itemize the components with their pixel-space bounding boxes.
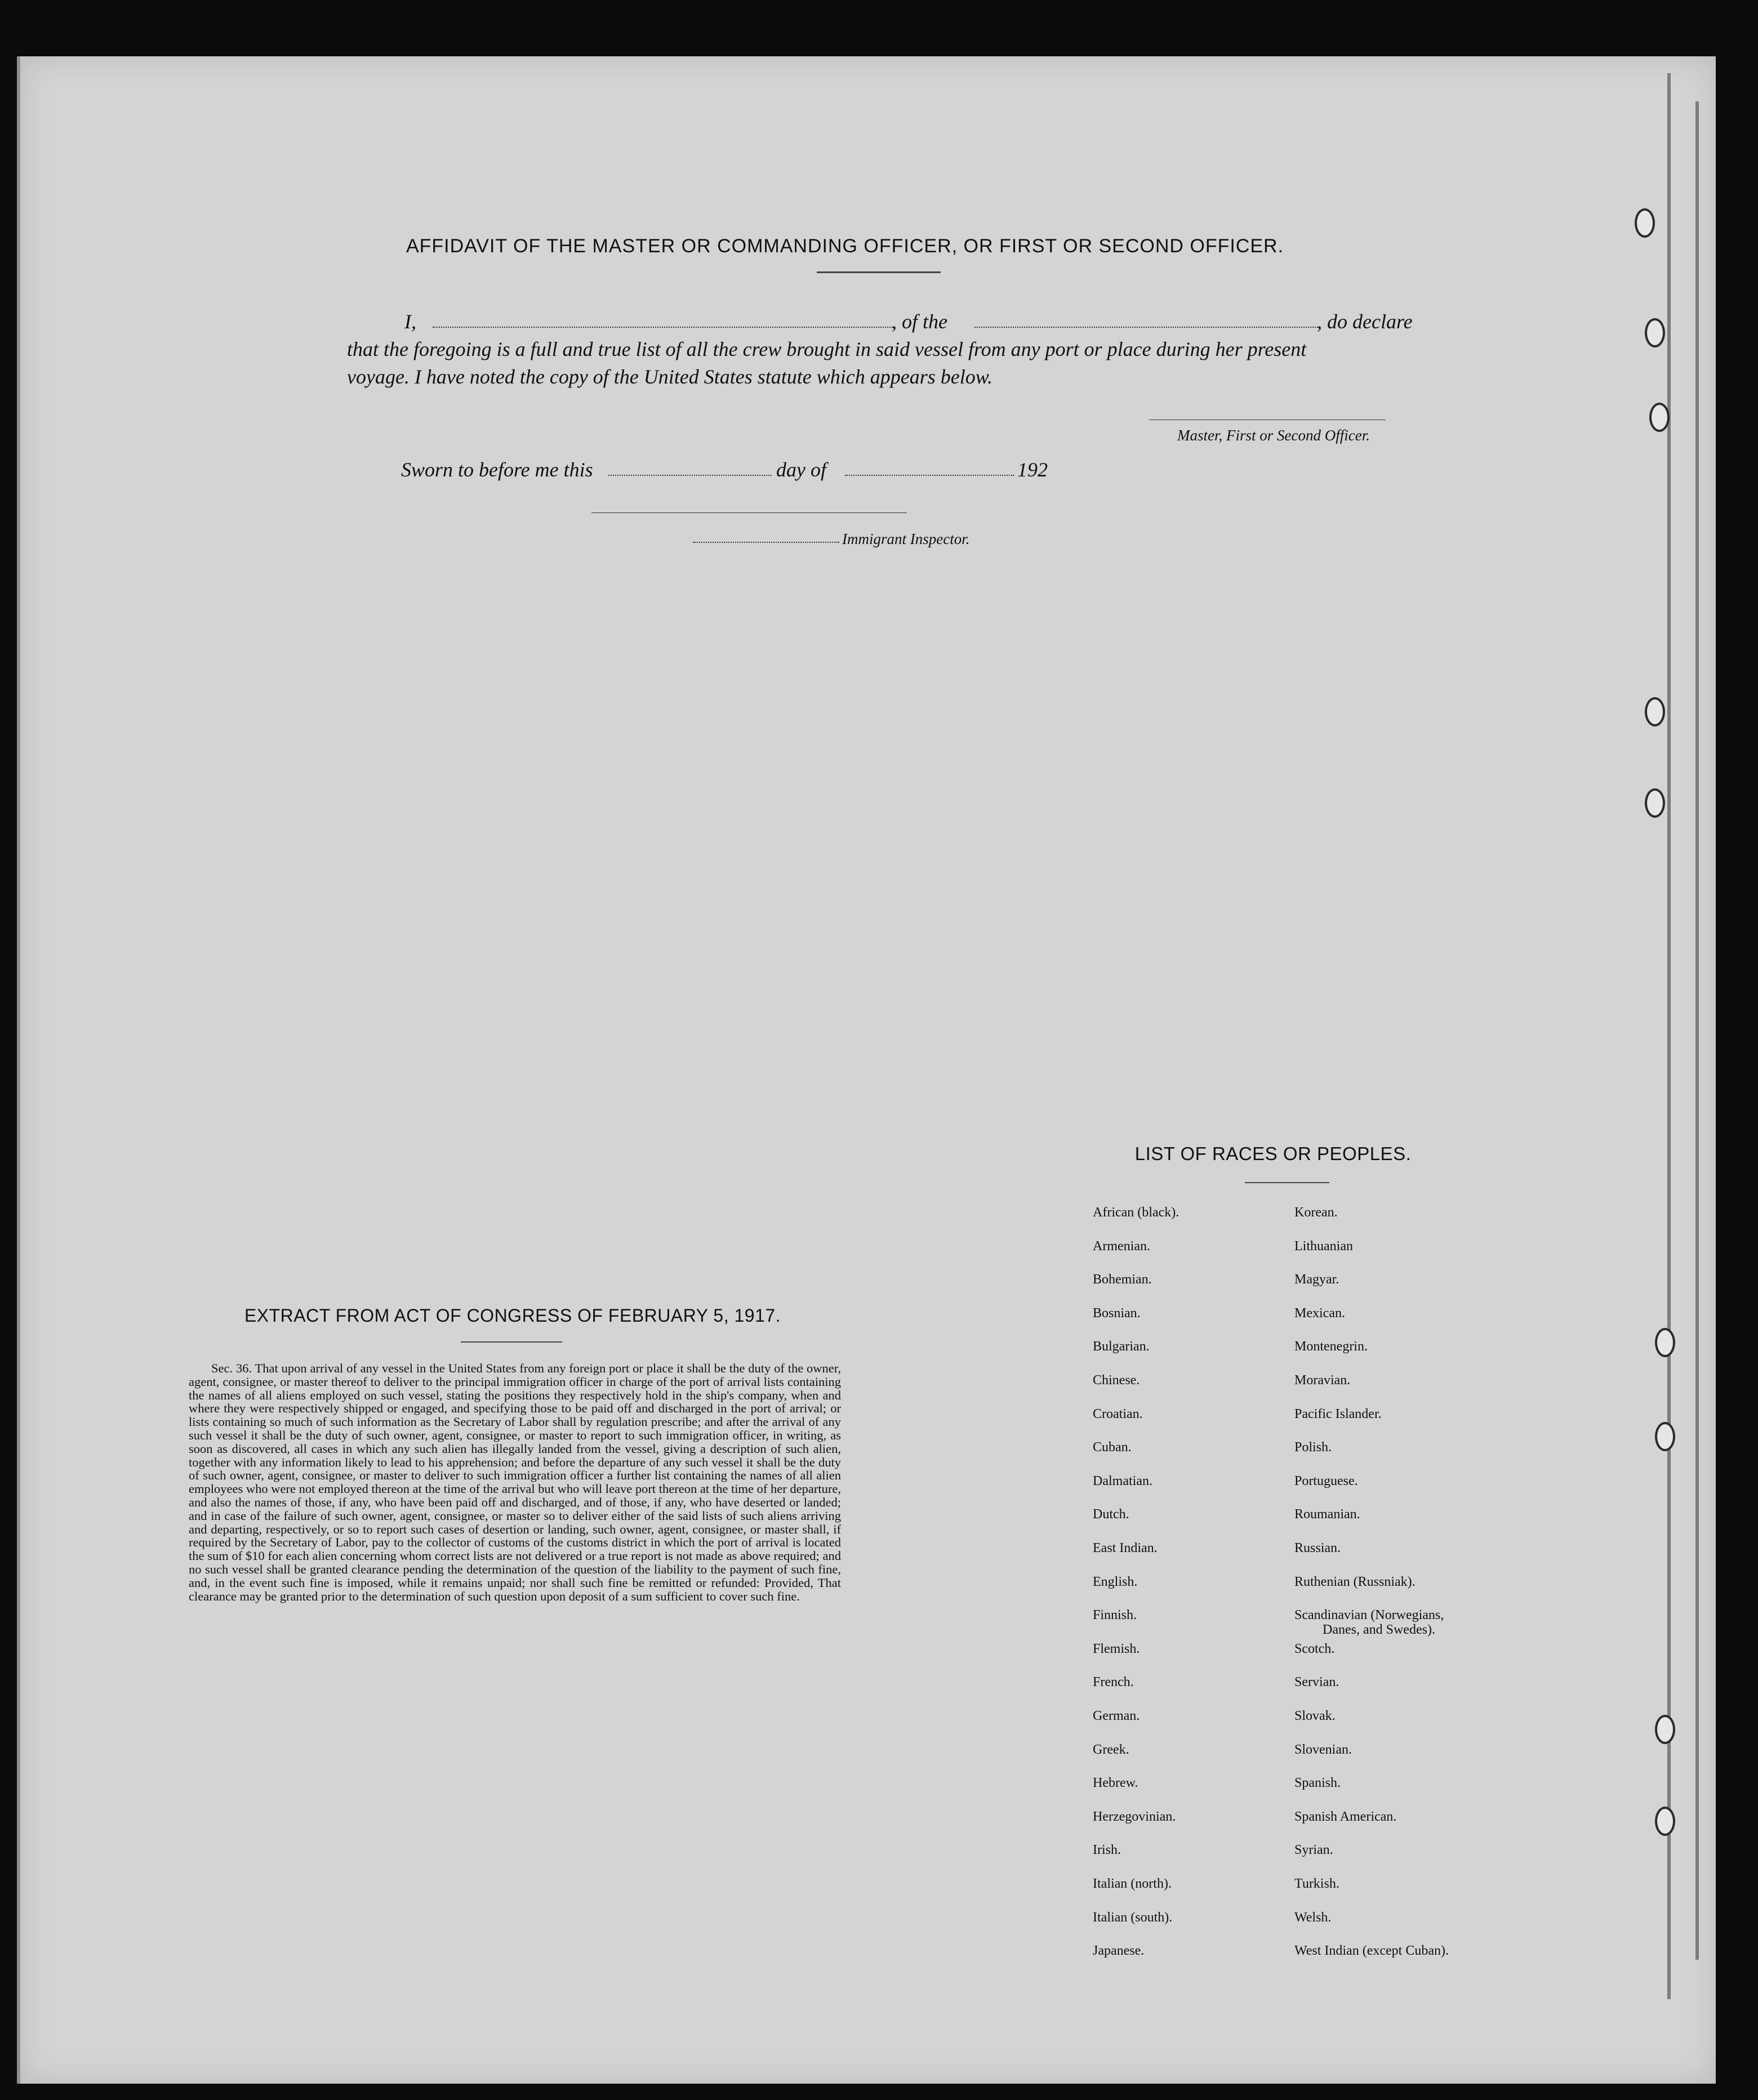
race-item: French. — [1093, 1675, 1134, 1690]
race-item: Scandinavian (Norwegians, — [1294, 1608, 1444, 1623]
race-item: Scotch. — [1294, 1641, 1335, 1656]
race-item: Slovak. — [1294, 1709, 1336, 1723]
binder-hole — [1635, 208, 1655, 238]
race-item: Ruthenian (Russniak). — [1294, 1574, 1416, 1589]
title-divider — [817, 271, 941, 273]
master-caption: Master, First or Second Officer. — [1177, 427, 1370, 444]
race-item: Magyar. — [1294, 1272, 1339, 1287]
extract-section-36: Sec. 36. That upon arrival of any vessel in the United States from any foreign port or place it shall be the duty of the owner, agent, consignee, or master thereof to deliver to the principal immigration officer in charge of the port of arrival lists containing the names of all aliens employed on such vessel, stating the positions they respectively hold in the ship's company, when and where they were respectively shipped or engaged, and specifying those to be paid off and discharged in the port of arrival; or lists containing so much of such information as the Secretary of Labor shall by regulation prescribe; and after the arrival of any such vessel it shall be the duty of such owner, agent, consignee, or master to report to such immigration officer, in writing, as soon as discovered, all cases in which any such alien has illegally landed from the vessel, giving a description of such alien, together with any information likely to lead to his apprehension; and before the departure of any such vessel it shall be the duty of such owner, agent, consignee, or master to deliver to such immigration officer a further list containing the names of all alien employees who were not employed thereon at the time of the arrival but who will leave port thereon at the time of her departure, and also the names of those, if any, who have been paid off and discharged, and of those, if any, who have deserted or landed; and in case of the failure of such owner, agent, consignee, or master so to deliver either of the said lists of such aliens arriving and departing, respectively, or so to report such cases of desertion or landing, such owner, agent, consignee, or master shall, if required by the Secretary of Labor, pay to the collector of customs of the customs district in which the port of arrival is located the sum of $10 for each alien concerning whom correct lists are not delivered or a true report is not made as above required; and no such vessel shall be granted clearance pending the determination of the question of the liability to the payment of such fine, and, in the event such fine is imposed, while it remains unpaid; nor shall such fine be remitted or refunded: Provided, That clearance may be granted prior to the determination of such question upon deposit of a sum sufficient to cover such fine. — [189, 1361, 841, 1603]
race-item: Polish. — [1294, 1440, 1332, 1455]
race-item: Hebrew. — [1093, 1776, 1138, 1791]
race-item: Dutch. — [1093, 1507, 1129, 1522]
extract-title: EXTRACT FROM ACT OF CONGRESS OF FEBRUARY 5, 1917. — [244, 1305, 781, 1326]
binder-hole — [1645, 318, 1665, 347]
binder-hole — [1655, 1807, 1675, 1836]
day-of-text: day of — [776, 458, 826, 481]
race-item: Bulgarian. — [1093, 1339, 1150, 1354]
binder-hole — [1655, 1715, 1675, 1744]
year-text: 192 — [1017, 458, 1048, 481]
race-item: Chinese. — [1093, 1373, 1140, 1388]
page-edge-shadow — [1695, 101, 1699, 1960]
race-item: Slovenian. — [1294, 1742, 1352, 1757]
race-item: Italian (north). — [1093, 1876, 1172, 1891]
race-item: East Indian. — [1093, 1541, 1158, 1555]
race-item: West Indian (except Cuban). — [1294, 1943, 1449, 1959]
race-item: Pacific Islander. — [1294, 1406, 1382, 1421]
race-item: Montenegrin. — [1294, 1339, 1368, 1354]
race-item: Bohemian. — [1093, 1272, 1152, 1287]
race-item: Moravian. — [1294, 1373, 1351, 1388]
affidavit-line-3: voyage. I have noted the copy of the United States statute which appears below. — [347, 365, 993, 388]
affidavit-title: AFFIDAVIT OF THE MASTER OR COMMANDING OFFICER, OR FIRST OR SECOND OFFICER. — [406, 235, 1284, 257]
inspector-caption: Immigrant Inspector. — [842, 530, 970, 547]
manifest-page — [17, 56, 1716, 2084]
races-title: LIST OF RACES OR PEOPLES. — [1134, 1143, 1412, 1164]
binder-hole — [1655, 1422, 1675, 1451]
affidavit-of-the: , of the — [892, 310, 947, 333]
race-item: Italian (south). — [1093, 1910, 1173, 1925]
race-item: German. — [1093, 1709, 1140, 1723]
race-item: Cuban. — [1093, 1440, 1132, 1455]
binder-hole — [1649, 403, 1670, 432]
race-item: Japanese. — [1093, 1943, 1145, 1959]
race-item: Portuguese. — [1294, 1473, 1358, 1488]
race-item: Syrian. — [1294, 1843, 1333, 1858]
binder-hole — [1645, 788, 1665, 818]
vessel-blank[interactable] — [974, 327, 1318, 328]
race-item: Finnish. — [1093, 1608, 1137, 1623]
race-item: Mexican. — [1294, 1305, 1345, 1321]
race-item: Armenian. — [1093, 1238, 1150, 1254]
race-item: Danes, and Swedes). — [1323, 1622, 1435, 1638]
race-item: African (black). — [1093, 1205, 1180, 1220]
sworn-month-blank[interactable] — [845, 475, 1014, 476]
race-item: Welsh. — [1294, 1910, 1332, 1925]
race-item: Irish. — [1093, 1843, 1121, 1858]
sworn-text: Sworn to before me this — [401, 458, 593, 481]
race-item: Russian. — [1294, 1541, 1341, 1555]
race-item: Turkish. — [1294, 1876, 1339, 1891]
inspector-dotted-lead — [693, 542, 839, 543]
page-edge-shadow — [1667, 73, 1671, 1999]
binder-hole — [1645, 697, 1665, 726]
inspector-signature-line[interactable] — [591, 512, 907, 513]
race-item: Flemish. — [1093, 1641, 1140, 1656]
affidavit-line-2: that the foregoing is a full and true list of all the crew brought in said vessel from any port or place during her present — [347, 338, 1307, 360]
races-divider — [1245, 1182, 1329, 1183]
name-blank[interactable] — [433, 327, 894, 328]
race-item: Korean. — [1294, 1205, 1338, 1220]
race-item: Lithuanian — [1294, 1238, 1353, 1254]
race-item: Bosnian. — [1093, 1305, 1141, 1321]
race-item: Servian. — [1294, 1675, 1339, 1690]
race-item: Croatian. — [1093, 1406, 1143, 1421]
extract-divider — [461, 1341, 562, 1343]
race-item: Herzegovinian. — [1093, 1809, 1176, 1824]
race-item: Dalmatian. — [1093, 1473, 1152, 1488]
race-item: English. — [1093, 1574, 1138, 1589]
race-item: Greek. — [1093, 1742, 1129, 1757]
race-item: Roumanian. — [1294, 1507, 1360, 1522]
binder-hole — [1655, 1328, 1675, 1357]
affidavit-do-declare: , do declare — [1317, 310, 1413, 333]
affidavit-i: I, — [404, 310, 416, 333]
race-item: Spanish American. — [1294, 1809, 1397, 1824]
race-item: Spanish. — [1294, 1776, 1341, 1791]
sworn-day-blank[interactable] — [608, 475, 772, 476]
extract-body — [189, 1362, 841, 1603]
